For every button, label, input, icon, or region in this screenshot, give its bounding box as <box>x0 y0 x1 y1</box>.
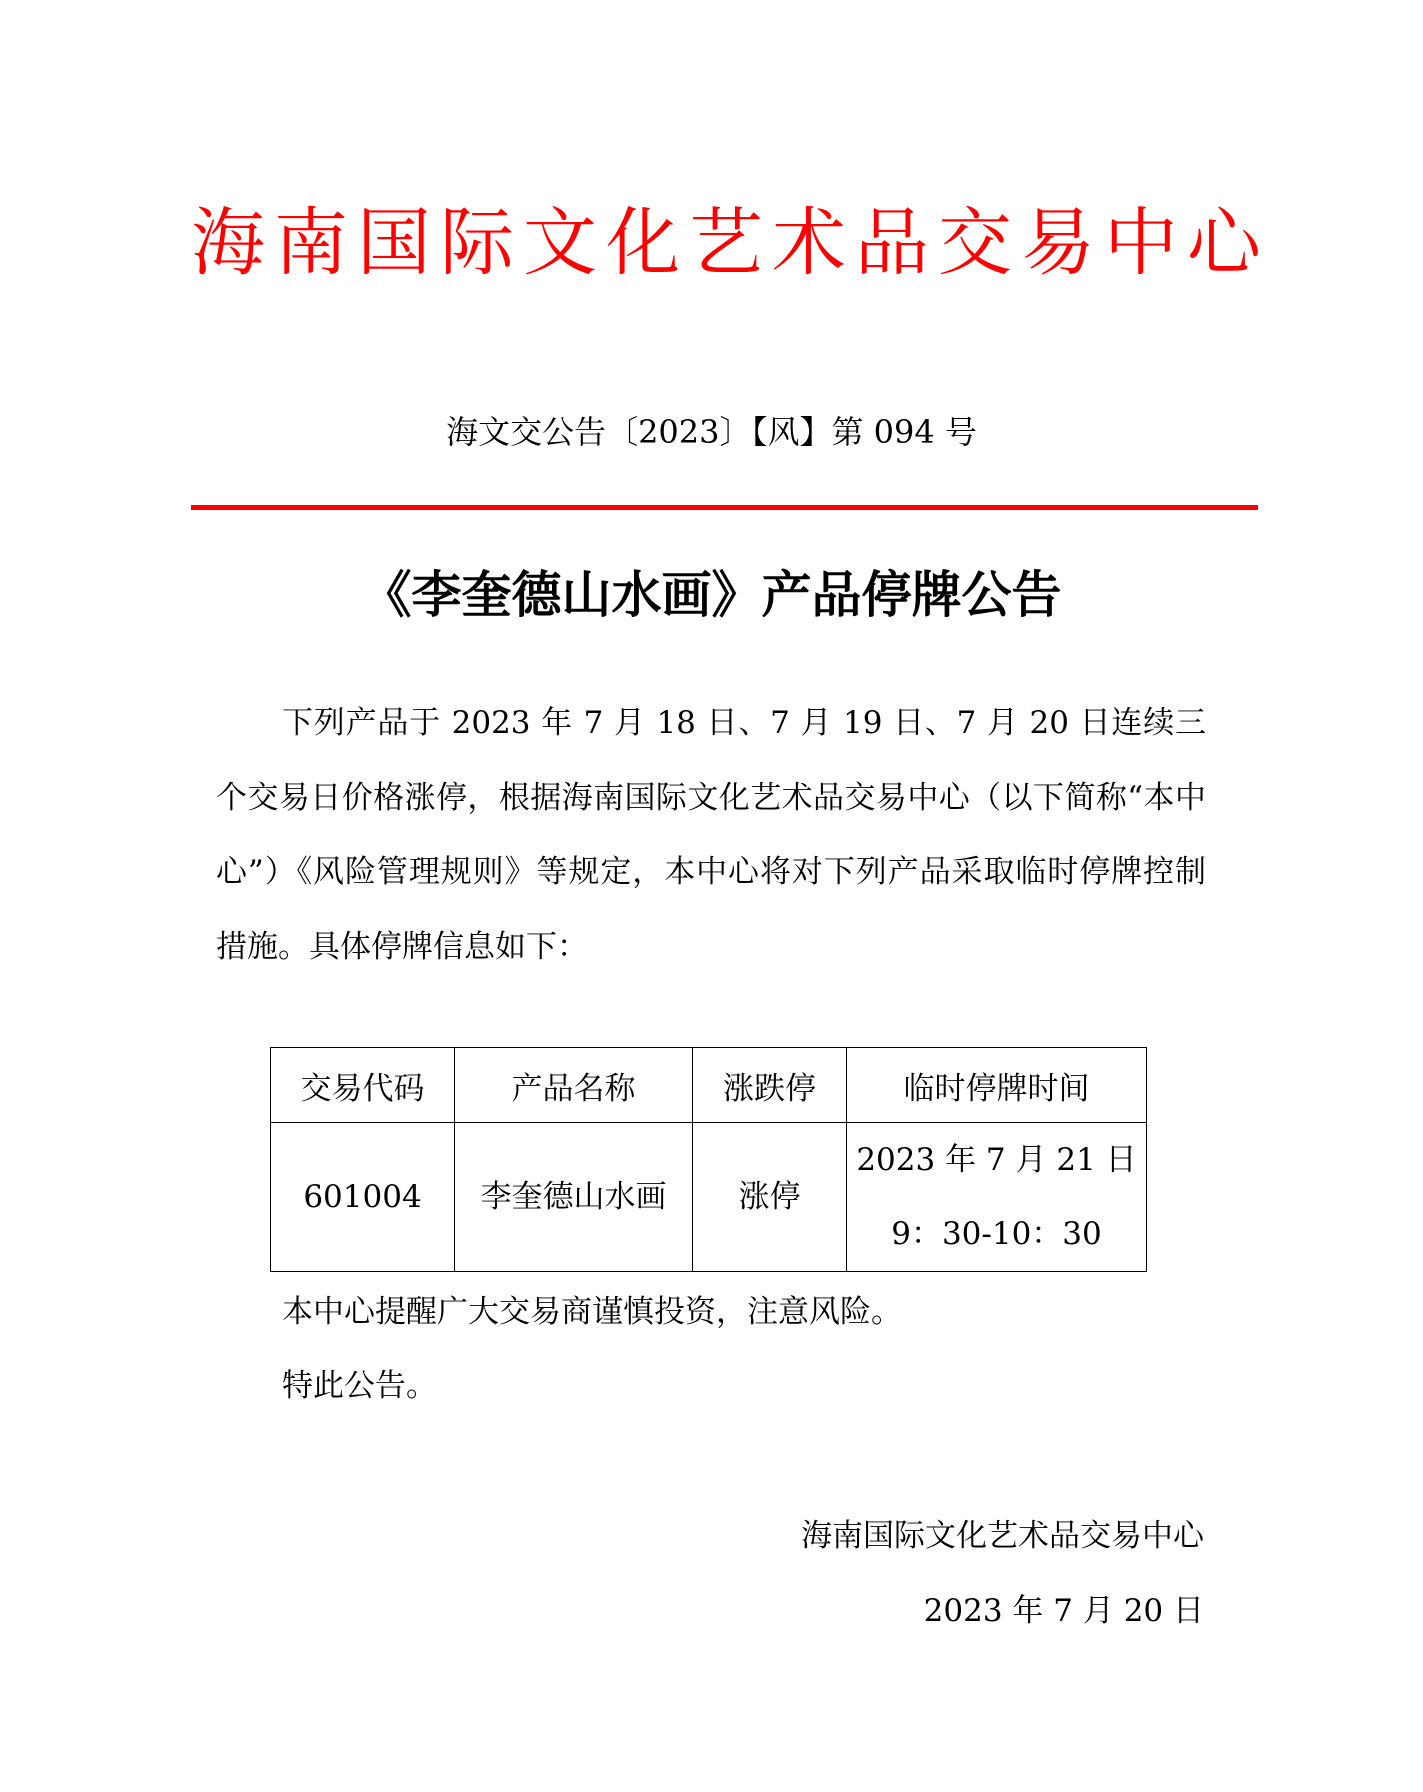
announcement-body <box>216 686 1206 984</box>
header-price-limit: 涨跌停 <box>693 1048 847 1123</box>
red-divider <box>191 505 1258 510</box>
suspension-time-range: 9：30-10：30 <box>891 1216 1102 1252</box>
closing-line: 特此公告。 <box>282 1368 437 1404</box>
signature-date: 2023 年 7 月 20 日 <box>923 1593 1204 1629</box>
organization-letterhead: 海南国际文化艺术品交易中心 <box>191 200 1270 286</box>
cell-trade-code: 601004 <box>271 1123 455 1272</box>
table-row <box>271 1123 1147 1272</box>
body-paragraph: 下列产品于 2023 年 7 月 18 日、7 月 19 日、7 月 20 日连续三个交易日价格涨停，根据海南国际文化艺术品交易中心（以下简称“本中心”）《风险管理规则》等规定，本中心将对下列产品采取临时停牌控制措施。具体停牌信息如下： <box>216 705 1206 965</box>
document-number: 海文交公告〔2023〕【风】第 094 号 <box>446 413 977 451</box>
announcement-title: 《李奎德山水画》产品停牌公告 <box>361 566 1062 624</box>
header-product-name: 产品名称 <box>455 1048 693 1123</box>
cell-price-limit: 涨停 <box>693 1123 847 1272</box>
suspension-table <box>270 1047 1147 1272</box>
risk-reminder: 本中心提醒广大交易商谨慎投资，注意风险。 <box>282 1294 902 1330</box>
suspension-date: 2023 年 7 月 21 日 <box>856 1142 1137 1178</box>
signature-organization: 海南国际文化艺术品交易中心 <box>801 1518 1204 1554</box>
cell-suspension-time <box>847 1123 1147 1272</box>
table-header-row <box>271 1048 1147 1123</box>
cell-product-name: 李奎德山水画 <box>455 1123 693 1272</box>
header-trade-code: 交易代码 <box>271 1048 455 1123</box>
header-suspension-time: 临时停牌时间 <box>847 1048 1147 1123</box>
